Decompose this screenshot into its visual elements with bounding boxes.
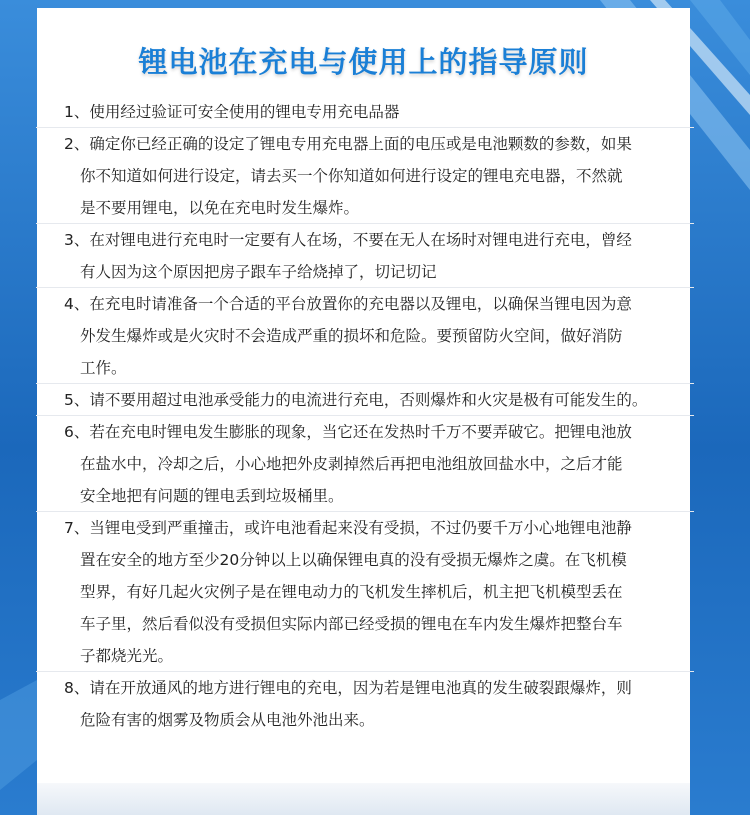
guideline-item	[64, 96, 684, 128]
guideline-line: 型界，有好几起火灾例子是在锂电动力的飞机发生摔机后，机主把飞机模型丢在	[80, 583, 623, 601]
guideline-line: 7、当锂电受到严重撞击，或许电池看起来没有受损，不过仍要千万小心地锂电池静	[64, 519, 632, 537]
guideline-line: 在盐水中，冷却之后，小心地把外皮剥掉然后再把电池组放回盐水中，之后才能	[80, 455, 623, 473]
guideline-line: 1、使用经过验证可安全使用的锂电专用充电品器	[64, 103, 400, 121]
guideline-list	[64, 96, 684, 736]
panel-bottom-shade	[37, 783, 690, 815]
guideline-item	[64, 224, 684, 288]
guideline-line: 有人因为这个原因把房子跟车子给烧掉了，切记切记	[80, 263, 437, 281]
guideline-item	[64, 384, 684, 416]
guideline-line: 外发生爆炸或是火灾时不会造成严重的损坏和危险。要预留防火空间，做好消防	[80, 327, 623, 345]
guideline-line: 4、在充电时请准备一个合适的平台放置你的充电器以及锂电，以确保当锂电因为意	[64, 295, 632, 313]
guideline-line: 你不知道如何进行设定，请去买一个你知道如何进行设定的锂电充电器，不然就	[80, 167, 623, 185]
guideline-line: 3、在对锂电进行充电时一定要有人在场，不要在无人在场时对锂电进行充电，曾经	[64, 231, 632, 249]
guideline-line: 危险有害的烟雾及物质会从电池外池出来。	[80, 711, 375, 729]
guideline-line: 置在安全的地方至少20分钟以上以确保锂电真的没有受损无爆炸之虞。在飞机模	[80, 551, 627, 569]
guideline-item	[64, 416, 684, 512]
guideline-item	[64, 128, 684, 224]
guideline-line: 8、请在开放通风的地方进行锂电的充电，因为若是锂电池真的发生破裂跟爆炸，则	[64, 679, 632, 697]
guideline-line: 是不要用锂电，以免在充电时发生爆炸。	[80, 199, 360, 217]
guideline-line: 子都烧光光。	[80, 647, 174, 665]
guideline-line: 5、请不要用超过电池承受能力的电流进行充电，否则爆炸和火灾是极有可能发生的。	[64, 391, 648, 409]
guideline-item	[64, 512, 684, 672]
guideline-item	[64, 672, 684, 736]
guideline-line: 6、若在充电时锂电发生膨胀的现象，当它还在发热时千万不要弄破它。把锂电池放	[64, 423, 632, 441]
guideline-line: 2、确定你已经正确的设定了锂电专用充电器上面的电压或是电池颗数的参数，如果	[64, 135, 632, 153]
guideline-item	[64, 288, 684, 384]
guideline-line: 安全地把有问题的锂电丢到垃圾桶里。	[80, 487, 344, 505]
page-title: 锂电池在充电与使用上的指导原则	[138, 45, 589, 79]
guideline-line: 工作。	[80, 359, 127, 377]
guideline-line: 车子里，然后看似没有受损但实际内部已经受损的锂电在车内发生爆炸把整台车	[80, 615, 623, 633]
